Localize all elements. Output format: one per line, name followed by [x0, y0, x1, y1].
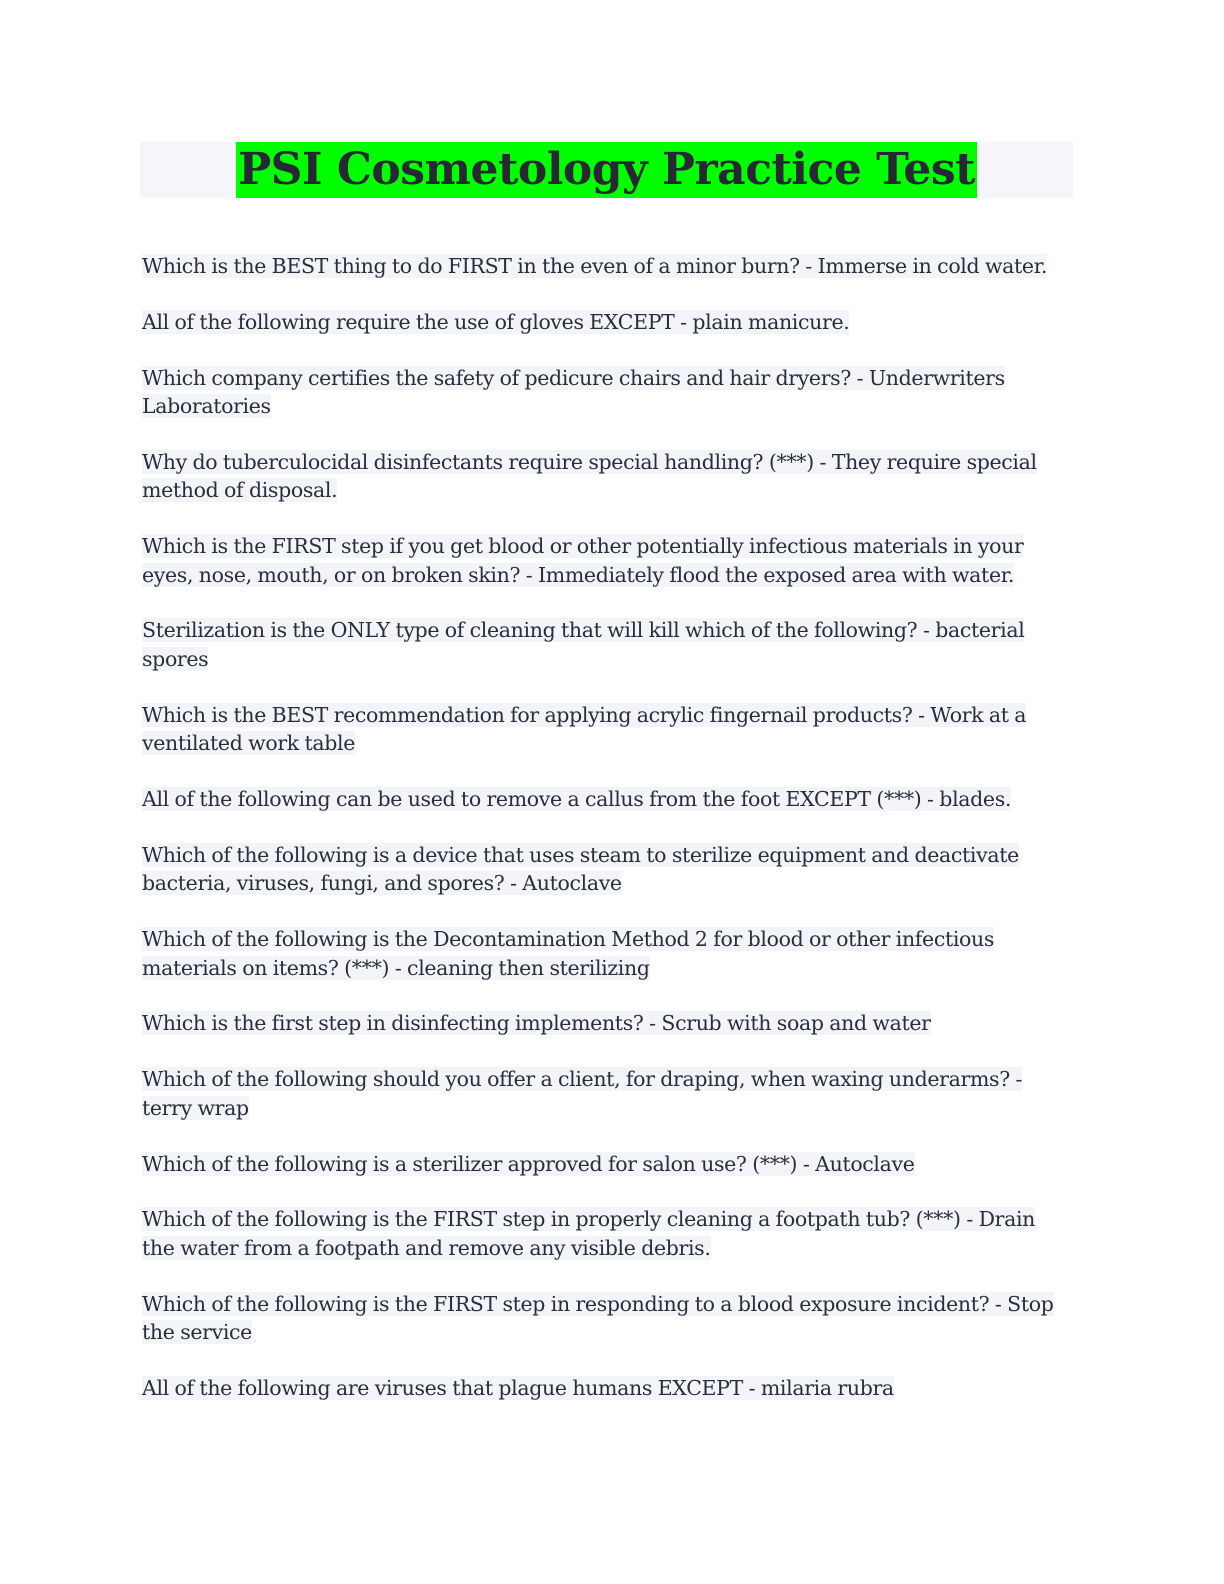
- question-item: [142, 616, 1072, 673]
- question-item: [142, 1150, 1072, 1179]
- question-text: Which is the FIRST step if you get blood or other potentially infectious materials in your eyes, nose, mouth, or on broken skin? - Immediately flood the exposed area with water.: [142, 534, 1024, 587]
- question-text: Which of the following is a sterilizer approved for salon use? (***) - Autoclave: [142, 1151, 915, 1176]
- question-item: [142, 252, 1072, 281]
- question-list: [142, 252, 1072, 1430]
- question-text: Why do tuberculocidal disinfectants require special handling? (***) - They require special method of disposal.: [142, 449, 1037, 503]
- question-text: Sterilization is the ONLY type of cleaning that will kill which of the following? - bacterial spores: [142, 618, 1025, 671]
- question-text: Which is the BEST thing to do FIRST in the even of a minor burn? - Immerse in cold water.: [142, 254, 1048, 278]
- question-text: All of the following are viruses that plague humans EXCEPT - milaria rubra: [142, 1375, 894, 1400]
- question-item: [142, 1065, 1072, 1122]
- question-item: [142, 785, 1072, 814]
- title-bar: [140, 142, 1073, 198]
- question-item: [142, 1290, 1072, 1347]
- question-item: [142, 701, 1072, 758]
- question-item: [142, 1009, 1072, 1038]
- question-item: [142, 841, 1072, 898]
- question-item: [142, 1205, 1072, 1262]
- question-text: Which of the following should you offer a client, for draping, when waxing underarms? - terry wrap: [142, 1067, 1023, 1120]
- question-item: [142, 308, 1072, 337]
- question-text: All of the following require the use of gloves EXCEPT - plain manicure.: [142, 309, 850, 334]
- question-item: [142, 1374, 1072, 1403]
- question-item: [142, 925, 1072, 982]
- question-text: Which is the first step in disinfecting implements? - Scrub with soap and water: [142, 1011, 931, 1036]
- question-text: All of the following can be used to remove a callus from the foot EXCEPT (***) - blades.: [142, 787, 1012, 812]
- question-text: Which company certifies the safety of pedicure chairs and hair dryers? - Underwriters Laboratories: [142, 365, 1005, 419]
- question-text: Which of the following is the FIRST step in properly cleaning a footpath tub? (***) - Drain the water from a footpath and remove any visible debris.: [142, 1207, 1036, 1260]
- question-text: Which of the following is a device that uses steam to sterilize equipment and deactivate bacteria, viruses, fungi, and spores? - Autoclave: [142, 842, 1019, 896]
- question-item: [142, 364, 1072, 421]
- question-text: Which of the following is the FIRST step in responding to a blood exposure incident? - Stop the service: [142, 1291, 1054, 1345]
- question-text: Which is the BEST recommendation for applying acrylic fingernail products? - Work at a ventilated work table: [142, 702, 1027, 756]
- question-item: [142, 532, 1072, 589]
- question-text: Which of the following is the Decontamination Method 2 for blood or other infectious materials on items? (***) - cleaning then sterilizing: [142, 927, 995, 980]
- page-title: PSI Cosmetology Practice Test: [236, 142, 977, 198]
- question-item: [142, 448, 1072, 505]
